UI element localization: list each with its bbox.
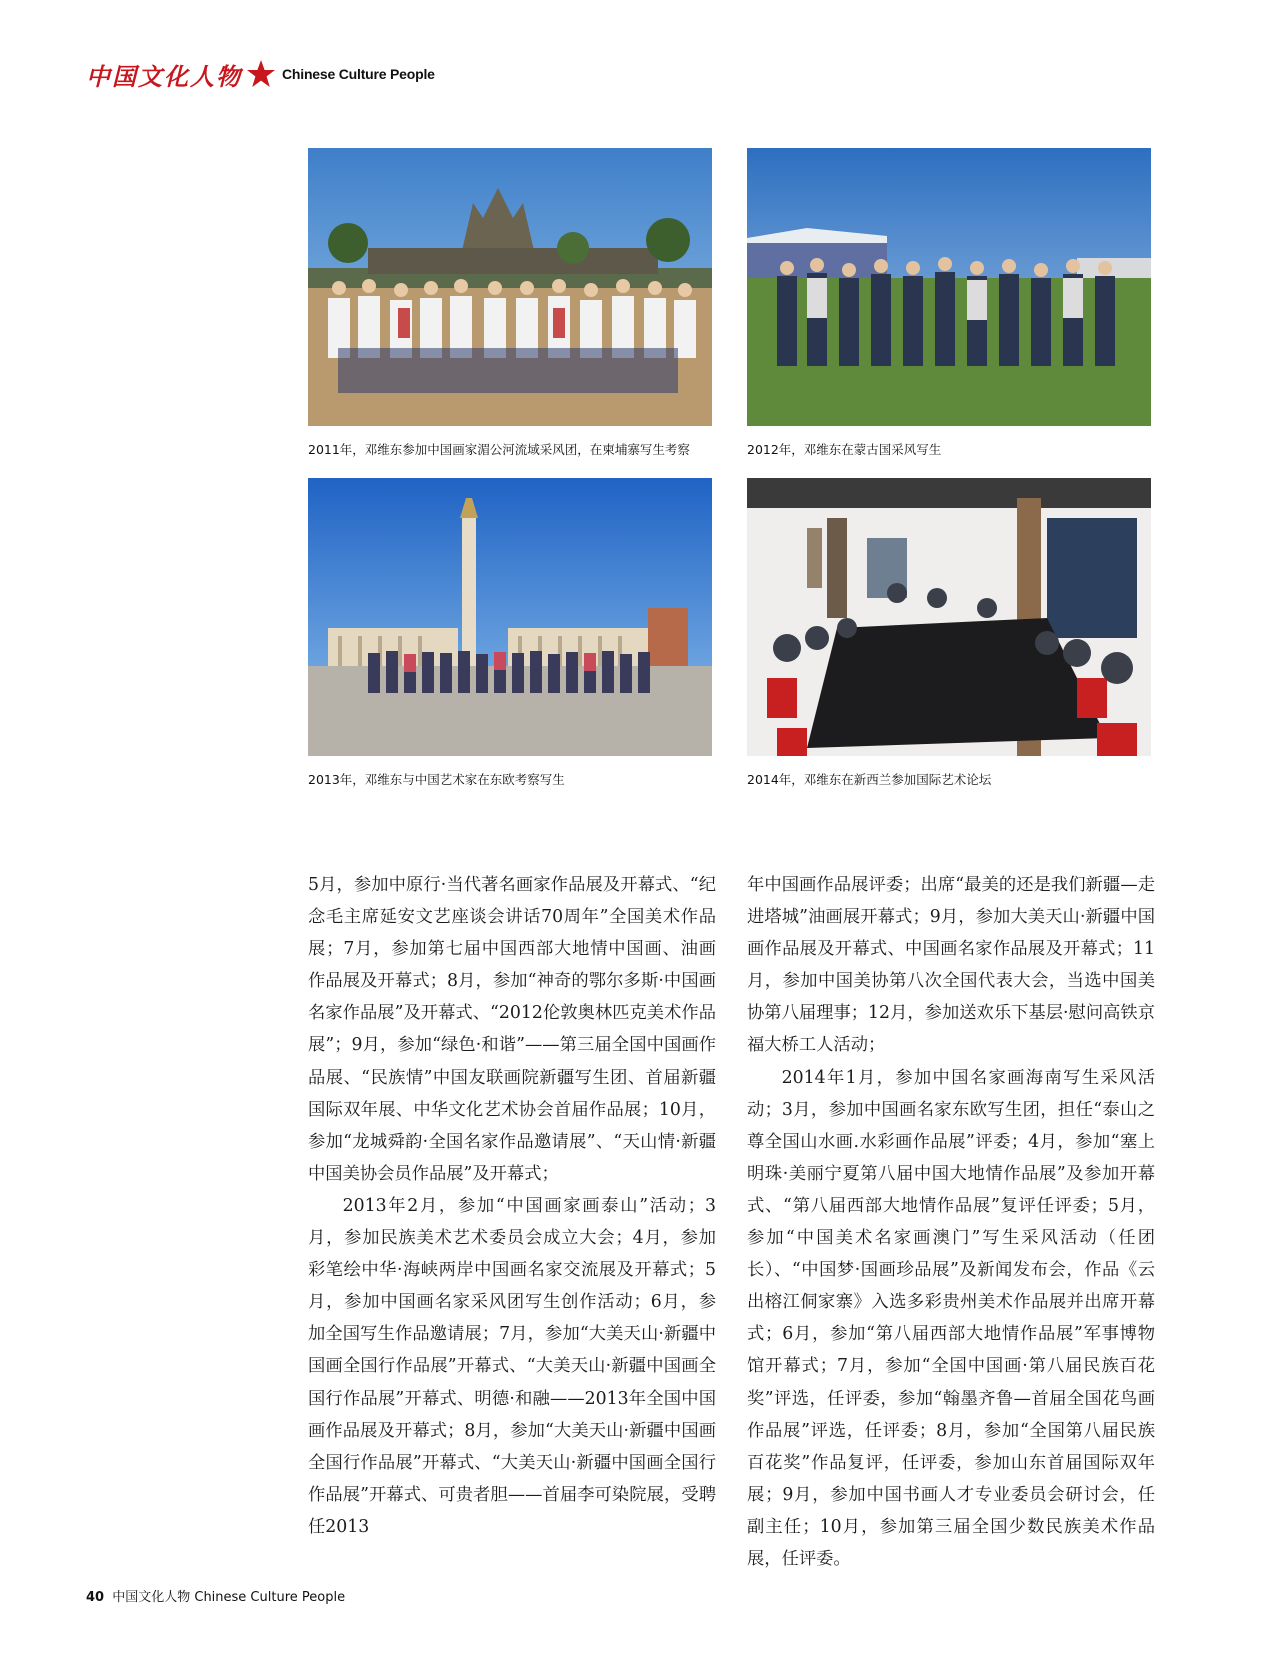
article-paragraph: 5月，参加中原行·当代著名画家作品展及开幕式、“纪念毛主席延安文艺座谈会讲话70周年”全国美术作品展；7月，参加第七届中国西部大地情中国画、油画作品展及开幕式；8月，参加“神奇的鄂尔多斯·中国画名家作品展”及开幕式、“2012伦敦奥林匹克美术作品展”；9月，参加“绿色·和谐”——第三届全国中国画作品展、“民族情”中国友联画院新疆写生团、首届新疆国际双年展、中华文化艺术协会首届作品展；10月，参加“龙城舜韵·全国名家作品邀请展”、“天山情·新疆中国美协会员作品展”及开幕式； (308, 875, 716, 1184)
photo-caption: 2012年，邓维东在蒙古国采风写生 (747, 442, 942, 457)
article-paragraph: 2013年2月，参加“中国画家画泰山”活动；3月，参加民族美术艺术委员会成立大会；4月，参加彩笔绘中华·海峡两岸中国画名家交流展及开幕式；5月，参加中国画名家采风团写生创作活动；6月，参加全国写生作品邀请展；7月，参加“大美天山·新疆中国画全国行作品展”开幕式、“大美天山·新疆中国画全国行作品展”开幕式、明德·和融——2013年全国中国画作品展及开幕式；8月，参加“大美天山·新疆中国画全国行作品展”开幕式、“大美天山·新疆中国画全国行作品展”开幕式、可贵者胆——首届李可染院展，受聘任2013 (308, 1195, 716, 1537)
masthead (86, 56, 435, 92)
masthead-english-title: Chinese Culture People (282, 66, 435, 82)
article-column-right (747, 869, 1155, 1575)
photo-caption: 2014年，邓维东在新西兰参加国际艺术论坛 (747, 772, 992, 787)
page-footer (86, 1586, 345, 1605)
photo-forum-meeting (747, 478, 1151, 756)
photo-caption: 2011年，邓维东参加中国画家湄公河流域采风团，在柬埔寨写生考察 (308, 442, 690, 457)
photo-mongolia-group (747, 148, 1151, 426)
photo-heroes-square-group (308, 478, 712, 756)
photo-caption: 2013年，邓维东与中国艺术家在东欧考察写生 (308, 772, 565, 787)
red-star-icon (246, 59, 276, 89)
article-column-left (308, 869, 716, 1543)
article-paragraph: 2014年1月，参加中国名家画海南写生采风活动；3月，参加中国画名家东欧写生团，担任“泰山之尊全国山水画.水彩画作品展”评委；4月，参加“塞上明珠·美丽宁夏第八届中国大地情作品展”及参加开幕式、“第八届西部大地情作品展”复评任评委；5月，参加“中国美术名家画澳门”写生采风活动（任团长）、“中国梦·国画珍品展”及新闻发布会，作品《云出榕江侗家寨》入选多彩贵州美术作品展并出席开幕式；6月，参加“第八届西部大地情作品展”军事博物馆开幕式；7月，参加“全国中国画·第八届民族百花奖”评选，任评委，参加“翰墨齐鲁—首届全国花鸟画作品展”评选，任评委；8月，参加“全国第八届民族百花奖”作品复评，任评委，参加山东首届国际双年展；9月，参加中国书画人才专业委员会研讨会，任副主任；10月，参加第三届全国少数民族美术作品展，任评委。 (747, 1067, 1155, 1569)
masthead-chinese-title: 中国文化人物 (86, 61, 242, 91)
page-number: 40 (86, 1590, 105, 1605)
footer-publication: 中国文化人物 Chinese Culture People (112, 1590, 346, 1605)
article-paragraph: 年中国画作品展评委；出席“最美的还是我们新疆—走进塔城”油画展开幕式；9月，参加大美天山·新疆中国画作品展及开幕式、中国画名家作品展及开幕式；11月，参加中国美协第八次全国代表大会，当选中国美协第八届理事；12月，参加送欢乐下基层·慰问高铁京福大桥工人活动； (747, 875, 1155, 1056)
photo-angkor-group (308, 148, 712, 426)
